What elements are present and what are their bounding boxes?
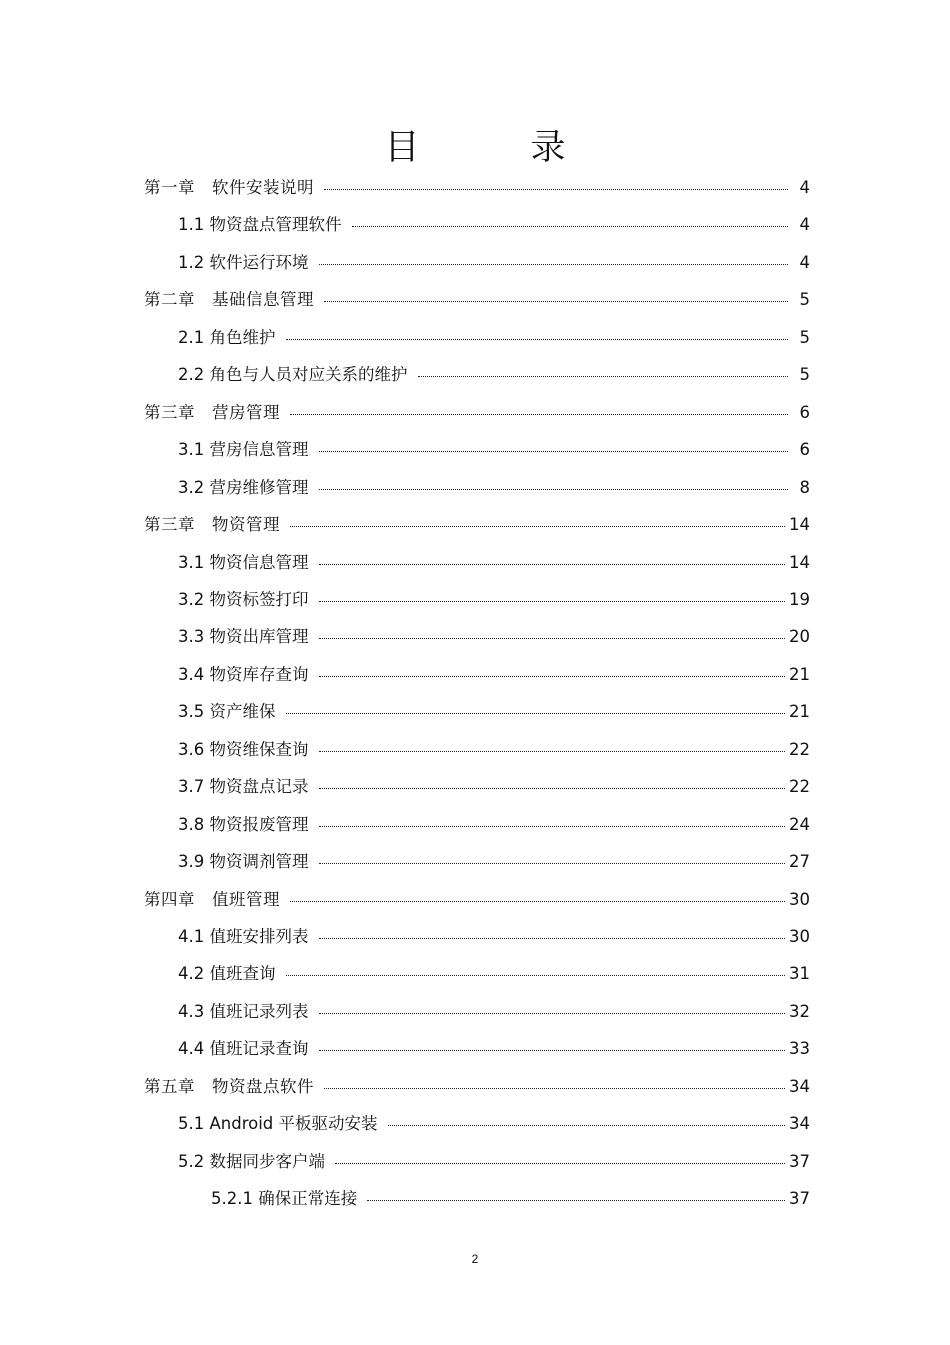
toc-entry-label: 第五章 物资盘点软件 [144, 1076, 314, 1096]
toc-entry-page: 31 [789, 964, 810, 984]
toc-entry-page: 19 [789, 589, 810, 609]
toc-leader-dots [418, 375, 789, 377]
toc-section-entry[interactable] [178, 1148, 810, 1172]
toc-entry-page: 5 [799, 365, 810, 385]
toc-leader-dots [286, 712, 786, 714]
toc-section-entry[interactable] [178, 474, 810, 498]
toc-section-entry[interactable] [178, 811, 810, 835]
toc-leader-dots [286, 338, 789, 340]
toc-entry-label: 3.2 营房维修管理 [178, 477, 309, 497]
toc-section-entry[interactable] [178, 623, 810, 647]
toc-leader-dots [319, 600, 786, 602]
toc-entry-label: 4.2 值班查询 [178, 964, 276, 984]
toc-section-entry[interactable] [178, 773, 810, 797]
toc-entry-page: 20 [789, 627, 810, 647]
toc-entry-label: 3.6 物资维保查询 [178, 739, 309, 759]
toc-entry-label: 5.1 Android 平板驱动安装 [178, 1114, 378, 1134]
toc-entry-page: 6 [799, 402, 810, 422]
toc-entry-page: 8 [799, 477, 810, 497]
toc-leader-dots [324, 300, 788, 302]
toc-entry-page: 21 [789, 664, 810, 684]
toc-entry-label: 2.2 角色与人员对应关系的维护 [178, 365, 408, 385]
toc-entry-page: 37 [789, 1189, 810, 1209]
toc-entry-page: 6 [799, 440, 810, 460]
toc-entry-label: 第三章 营房管理 [144, 402, 280, 422]
toc-entry-page: 33 [789, 1039, 810, 1059]
toc-entry-label: 5.2 数据同步客户端 [178, 1151, 325, 1171]
toc-leader-dots [319, 675, 786, 677]
toc-leader-dots [286, 974, 786, 976]
toc-entry-label: 3.9 物资调剂管理 [178, 852, 309, 872]
toc-section-entry[interactable] [211, 1185, 810, 1209]
toc-leader-dots [290, 900, 785, 902]
toc-entry-page: 5 [799, 327, 810, 347]
toc-entry-label: 4.3 值班记录列表 [178, 1001, 309, 1021]
toc-entry-label: 3.2 物资标签打印 [178, 589, 309, 609]
page-number: 2 [471, 1252, 479, 1266]
toc-entry-label: 第三章 物资管理 [144, 515, 280, 535]
toc-leader-dots [319, 263, 789, 265]
toc-chapter-entry[interactable] [144, 286, 810, 310]
toc-leader-dots [319, 937, 786, 939]
toc-leader-dots [290, 525, 785, 527]
toc-entry-label: 5.2.1 确保正常连接 [211, 1189, 358, 1209]
toc-entry-page: 32 [789, 1001, 810, 1021]
toc-leader-dots [324, 188, 788, 190]
toc-leader-dots [319, 1012, 786, 1014]
toc-chapter-entry[interactable] [144, 1073, 810, 1097]
toc-entry-label: 3.1 物资信息管理 [178, 552, 309, 572]
toc-entry-page: 34 [789, 1114, 810, 1134]
toc-entry-page: 4 [799, 178, 810, 197]
toc-section-entry[interactable] [178, 848, 810, 872]
toc-entry-page: 14 [789, 515, 810, 535]
toc-entry-label: 3.4 物资库存查询 [178, 664, 309, 684]
toc-section-entry[interactable] [178, 960, 810, 984]
toc-leader-dots [319, 563, 786, 565]
toc-leader-dots [319, 450, 789, 452]
toc-section-entry[interactable] [178, 661, 810, 685]
toc-leader-dots [319, 787, 786, 789]
toc-entry-label: 3.5 资产维保 [178, 702, 276, 722]
toc-section-entry[interactable] [178, 361, 810, 385]
toc-entry-page: 27 [789, 852, 810, 872]
toc-entry-page: 4 [799, 215, 810, 235]
toc-entry-label: 3.8 物资报废管理 [178, 814, 309, 834]
toc-entry-label: 3.7 物资盘点记录 [178, 777, 309, 797]
toc-section-entry[interactable] [178, 549, 810, 573]
toc-section-entry[interactable] [178, 736, 810, 760]
toc-entry-page: 24 [789, 814, 810, 834]
toc-section-entry[interactable] [178, 211, 810, 235]
toc-entry-label: 3.3 物资出库管理 [178, 627, 309, 647]
toc-entry-label: 第一章 软件安装说明 [144, 178, 314, 197]
toc-entry-label: 4.1 值班安排列表 [178, 927, 309, 946]
toc-leader-dots [367, 1199, 785, 1201]
toc-section-entry[interactable] [178, 698, 810, 722]
toc-entry-label: 第二章 基础信息管理 [144, 290, 314, 310]
toc-leader-dots [319, 750, 786, 752]
toc-entry-page: 37 [789, 1151, 810, 1171]
toc-entry-page: 22 [789, 739, 810, 759]
toc-entry-label: 2.1 角色维护 [178, 327, 276, 347]
toc-section-entry[interactable] [178, 436, 810, 460]
toc-chapter-entry[interactable] [144, 174, 810, 198]
toc-section-entry[interactable] [178, 586, 810, 610]
toc-leader-dots [319, 862, 786, 864]
toc-entry-label: 4.4 值班记录查询 [178, 1039, 309, 1059]
toc-entry-page: 30 [789, 889, 810, 909]
toc-leader-dots [319, 825, 786, 827]
toc-entry-page: 4 [799, 252, 810, 272]
toc-entry-label: 3.1 营房信息管理 [178, 440, 309, 460]
toc-entry-page: 21 [789, 702, 810, 722]
toc-leader-dots [319, 637, 786, 639]
toc-section-entry[interactable] [178, 923, 810, 947]
toc-leader-dots [290, 413, 788, 415]
toc-leader-dots [352, 225, 789, 227]
toc-title: 目 录 [384, 128, 604, 168]
toc-leader-dots [319, 1049, 786, 1051]
toc-section-entry[interactable] [178, 1035, 810, 1059]
toc-leader-dots [324, 1087, 785, 1089]
toc-entry-page: 34 [789, 1076, 810, 1096]
toc-leader-dots [335, 1162, 785, 1164]
toc-section-entry[interactable] [178, 1110, 810, 1134]
toc-chapter-entry[interactable] [144, 886, 810, 910]
toc-entry-label: 第四章 值班管理 [144, 889, 280, 909]
toc-chapter-entry[interactable] [144, 399, 810, 423]
toc-entry-page: 5 [799, 290, 810, 310]
toc-entry-label: 1.2 软件运行环境 [178, 252, 309, 272]
toc-entry-page: 30 [789, 927, 810, 946]
toc-leader-dots [388, 1124, 785, 1126]
toc-entry-label: 1.1 物资盘点管理软件 [178, 215, 342, 235]
toc-section-entry[interactable] [178, 249, 810, 273]
toc-section-entry[interactable] [178, 998, 810, 1022]
toc-chapter-entry[interactable] [144, 511, 810, 535]
toc-entry-page: 14 [789, 552, 810, 572]
toc-leader-dots [319, 488, 789, 490]
toc-section-entry[interactable] [178, 324, 810, 348]
toc-entry-page: 22 [789, 777, 810, 797]
